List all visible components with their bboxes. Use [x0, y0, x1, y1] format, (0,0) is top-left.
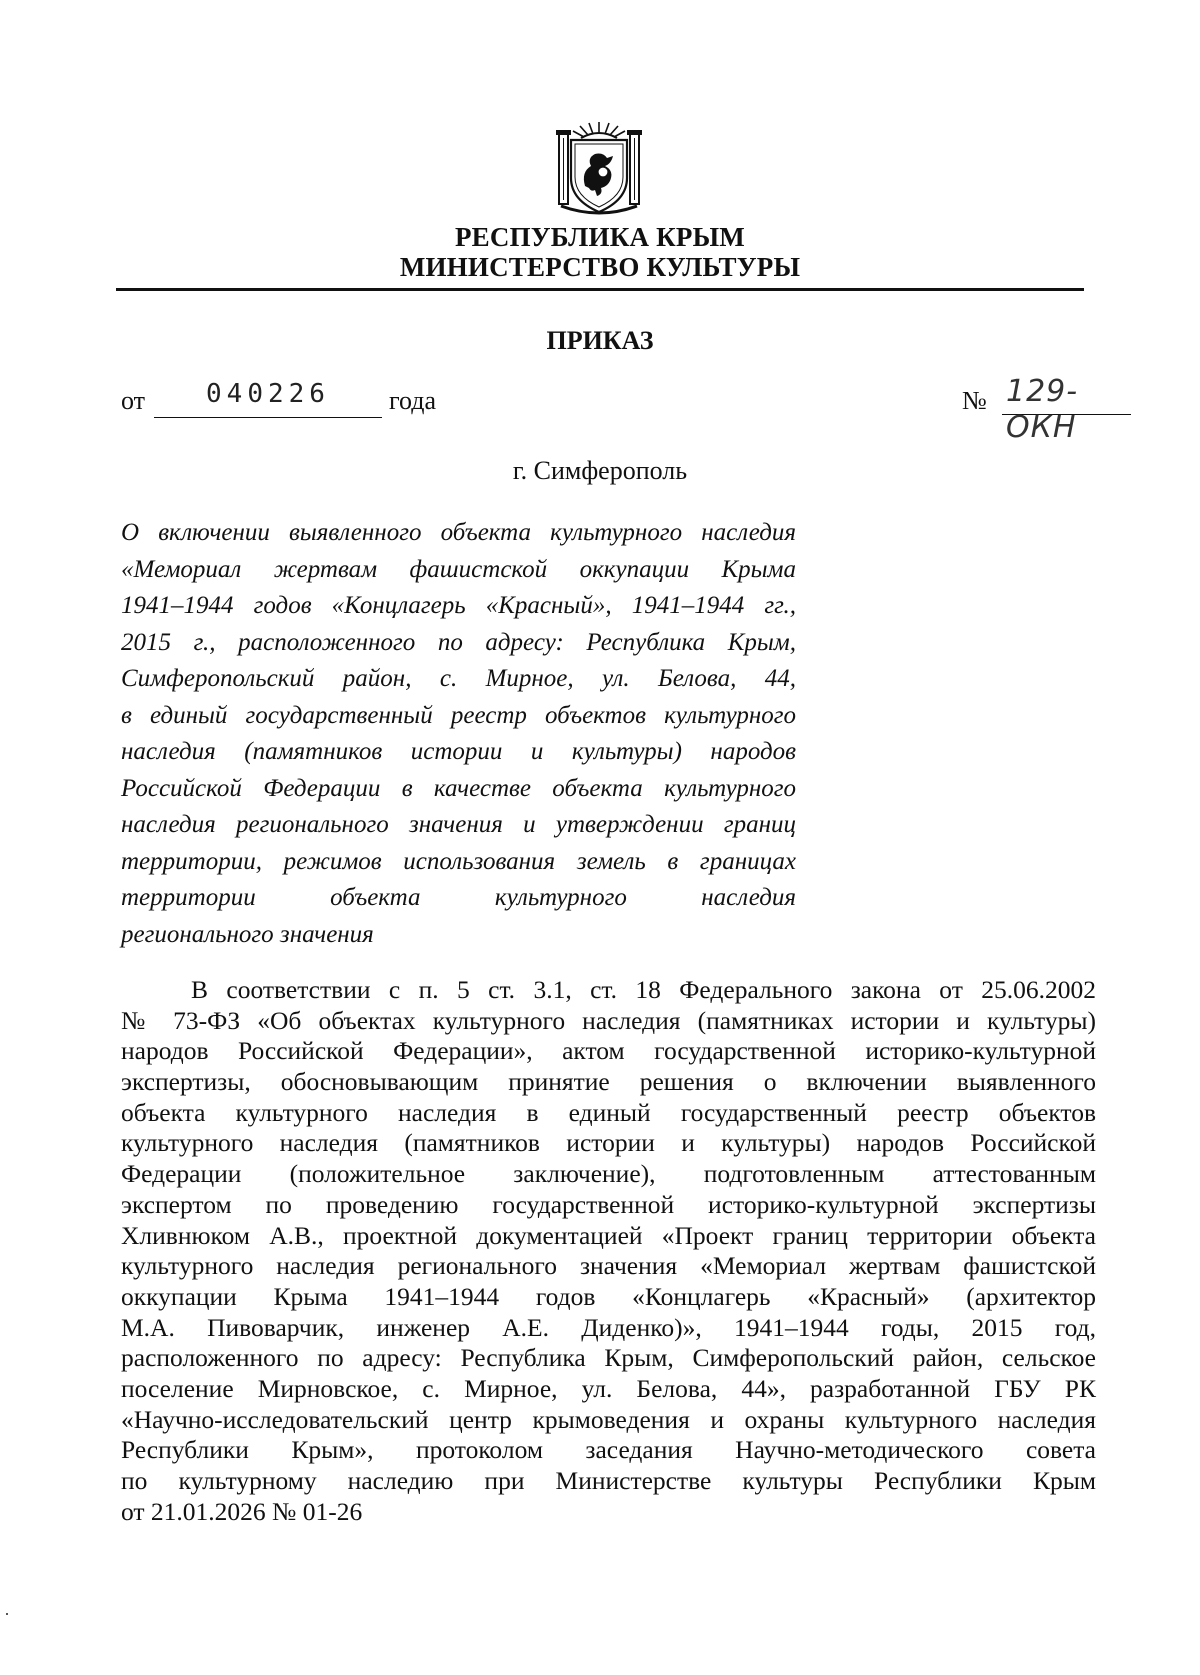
body-line: культурного наследия (памятников истории и культуры) народов Российской — [121, 1128, 1096, 1158]
scan-speck — [6, 1613, 8, 1615]
city: г. Симферополь — [512, 456, 688, 485]
title-line: в единый государственный реестр объектов культурного — [121, 701, 796, 729]
body-line: М.А. Пивоварчик, инженер А.Е. Диденко)», 1941–1944 годы, 2015 год, — [121, 1312, 1096, 1342]
body-line: по культурному наследию при Министерстве культуры Республики Крым — [121, 1466, 1096, 1495]
date-prefix: от — [121, 386, 146, 415]
document-number: 129-ОКН — [1002, 374, 1131, 415]
number-prefix: № — [962, 386, 987, 415]
title-line: наследия (памятников истории и культуры) народов — [121, 738, 796, 765]
body-line: поселение Мирновское, с. Мирное, ул. Белова, 44», разработанной ГБУ РК — [121, 1373, 1096, 1403]
body-line: экспертизы, обосновывающим принятие решения о включении выявленного — [121, 1067, 1096, 1097]
region-name: РЕСПУБЛИКА КРЫМ — [454, 222, 745, 252]
title-line: регионального значения — [121, 920, 374, 948]
body-paragraph — [121, 975, 1096, 1527]
body-line: от 21.01.2026 № 01-26 — [121, 1496, 363, 1526]
order-title — [121, 515, 796, 953]
title-line: территории, режимов использования земель в границах — [121, 847, 796, 875]
body-line: расположенного по адресу: Республика Крым, Симферопольский район, сельское — [121, 1343, 1096, 1373]
title-line: 2015 г., расположенного по адресу: Республика Крым, — [121, 628, 796, 656]
title-line: «Мемориал жертвам фашистской оккупации Крыма — [121, 555, 796, 583]
body-line: Федерации (положительное заключение), подготовленным аттестованным — [121, 1159, 1096, 1189]
body-line: экспертом по проведению государственной историко-культурной экспертизы — [121, 1189, 1096, 1219]
title-line: О включении выявленного объекта культурного наследия — [121, 519, 796, 546]
title-line: Симферопольский район, с. Мирное, ул. Белова, 44, — [121, 665, 796, 692]
title-line: территории объекта культурного наследия — [121, 884, 796, 911]
body-line: объекта культурного наследия в единый государственный реестр объектов — [121, 1097, 1096, 1127]
body-line: культурного наследия регионального значения «Мемориал жертвам фашистской — [121, 1251, 1096, 1281]
body-line: народов Российской Федерации», актом государственной историко-культурной — [121, 1036, 1096, 1066]
header-divider — [116, 288, 1084, 291]
date-value: 040226 — [154, 377, 382, 418]
body-line: Республики Крым», протоколом заседания Научно-методического совета — [121, 1435, 1096, 1465]
body-line: оккупации Крыма 1941–1944 годов «Концлагерь «Красный» (архитектор — [121, 1281, 1096, 1311]
ministry-name: МИНИСТЕРСТВО КУЛЬТУРЫ — [399, 252, 801, 282]
title-line: 1941–1944 годов «Концлагерь «Красный», 1941–1944 гг., — [121, 592, 796, 619]
date-suffix: года — [389, 386, 437, 415]
title-line: наследия регионального значения и утверждении границ — [121, 811, 796, 838]
body-line: Хливнюком А.В., проектной документацией «Проект границ территории объекта — [121, 1220, 1096, 1250]
document-type: ПРИКАЗ — [546, 326, 654, 355]
body-line: № 73-ФЗ «Об объектах культурного наследия (памятниках истории и культуры) — [121, 1005, 1096, 1035]
body-line: «Научно-исследовательский центр крымоведения и охраны культурного наследия — [121, 1404, 1096, 1434]
title-line: Российской Федерации в качестве объекта культурного — [121, 774, 796, 802]
body-line: В соответствии с п. 5 ст. 3.1, ст. 18 Федерального закона от 25.06.2002 — [191, 975, 1096, 1004]
coat-of-arms-emblem — [551, 120, 647, 220]
